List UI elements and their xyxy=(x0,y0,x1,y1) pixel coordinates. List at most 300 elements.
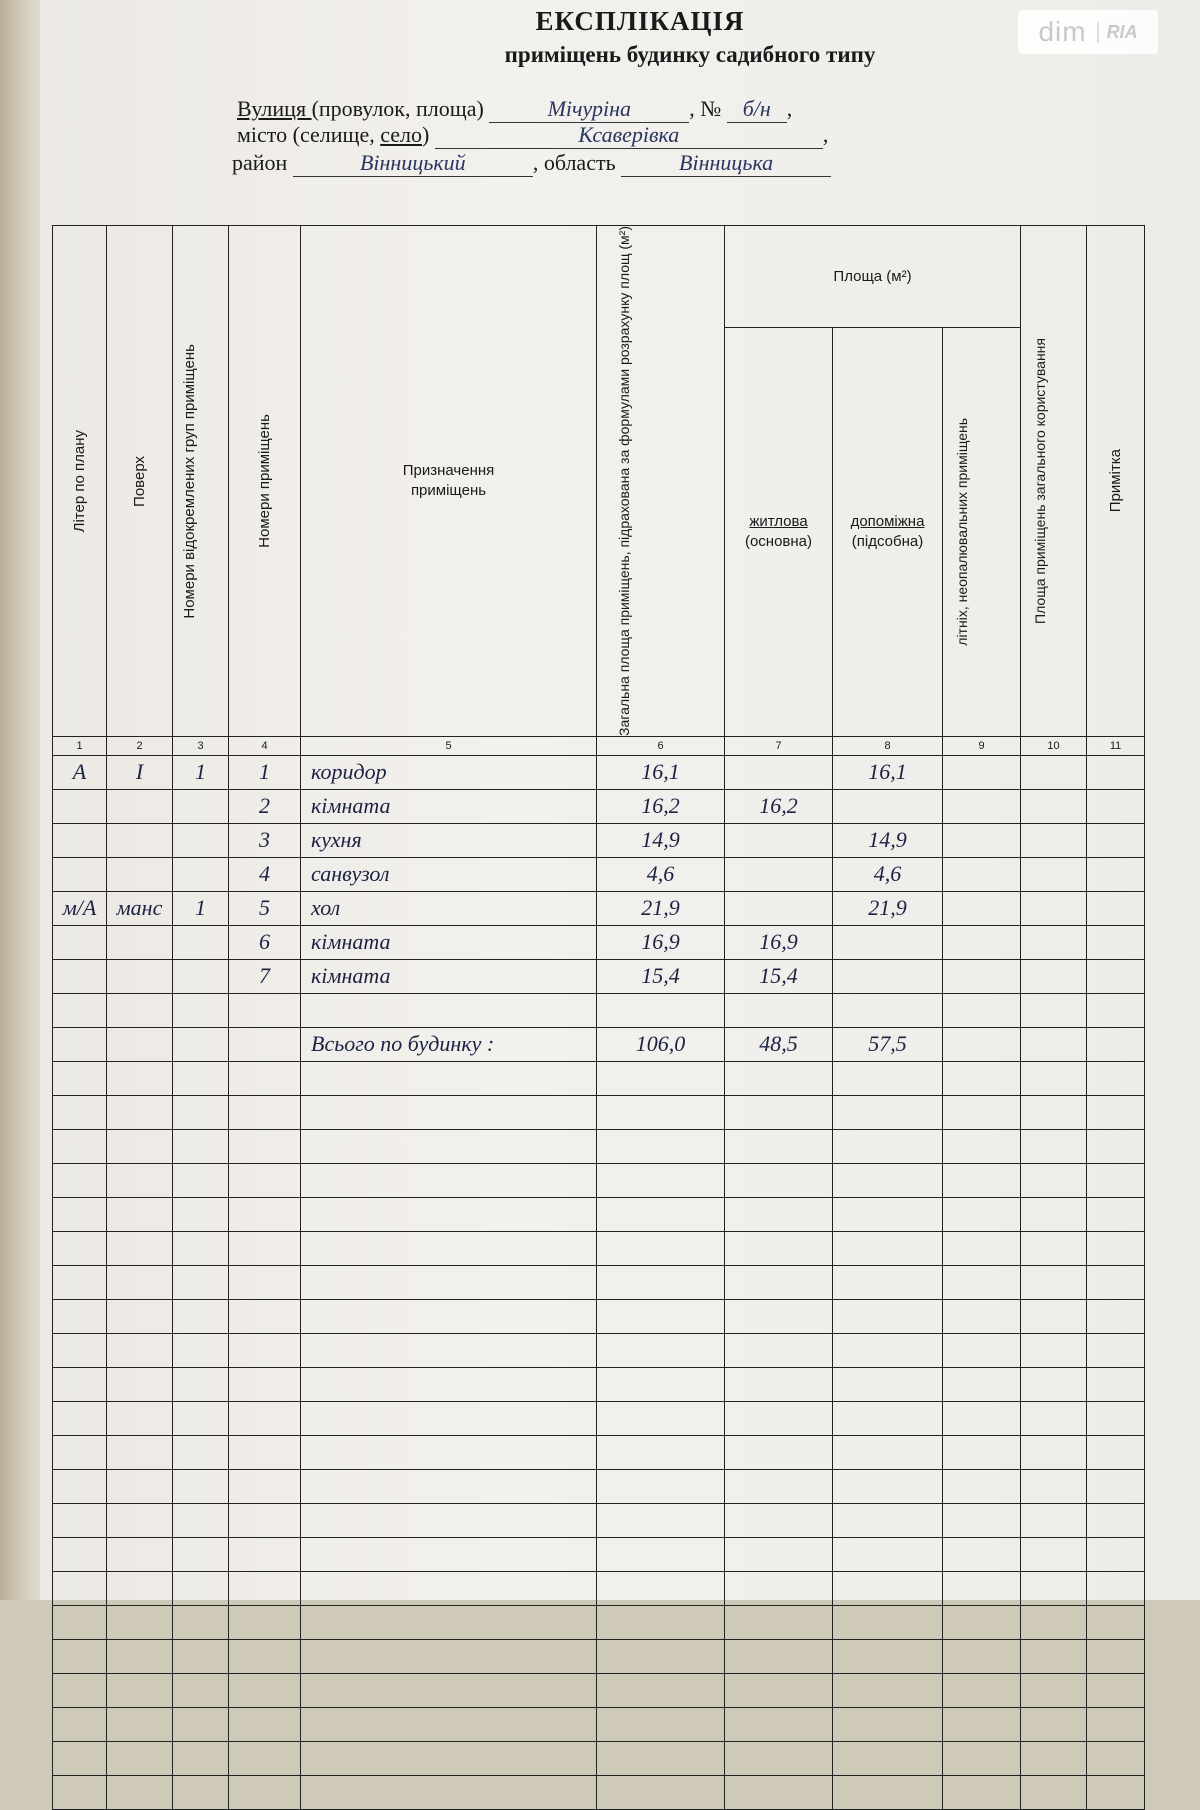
cell-empty xyxy=(301,1333,597,1367)
cell-empty xyxy=(107,1163,173,1197)
cell-empty xyxy=(1087,1333,1145,1367)
cell-empty xyxy=(943,891,1021,925)
cell-empty xyxy=(1021,857,1087,891)
cell-purpose: коридор xyxy=(301,755,597,789)
cell-empty xyxy=(833,1571,943,1605)
cell-empty xyxy=(833,1367,943,1401)
cell-empty xyxy=(173,1503,229,1537)
cell-empty xyxy=(53,1775,107,1809)
cell-empty xyxy=(173,1401,229,1435)
cell-empty xyxy=(725,1197,833,1231)
cell-empty xyxy=(943,789,1021,823)
cell-empty xyxy=(597,1333,725,1367)
empty-row xyxy=(53,1129,1145,1163)
cell-liter: м/А xyxy=(53,891,107,925)
cell-empty xyxy=(833,1197,943,1231)
cell-empty xyxy=(833,1095,943,1129)
empty-row xyxy=(53,1503,1145,1537)
cell-empty xyxy=(53,1061,107,1095)
cell-empty xyxy=(301,1605,597,1639)
header-aux-text: допоміжна xyxy=(850,513,925,531)
cell-empty xyxy=(943,1401,1021,1435)
cell-empty xyxy=(597,1265,725,1299)
cell-empty xyxy=(173,1435,229,1469)
cell-empty xyxy=(229,1061,301,1095)
empty-row xyxy=(53,1605,1145,1639)
cell-empty xyxy=(725,1571,833,1605)
header-total-area xyxy=(597,226,725,737)
cell-liter xyxy=(53,823,107,857)
cell-empty xyxy=(597,1401,725,1435)
cell-empty xyxy=(943,1673,1021,1707)
cell-empty xyxy=(301,1129,597,1163)
cell-empty xyxy=(229,1163,301,1197)
cell-empty xyxy=(53,1299,107,1333)
cell-total-area: 16,9 xyxy=(597,925,725,959)
cell-empty xyxy=(107,1061,173,1095)
cell-liter xyxy=(53,789,107,823)
empty-row xyxy=(53,1197,1145,1231)
cell-empty xyxy=(53,1197,107,1231)
total-label: Всього по будинку : xyxy=(301,1027,597,1061)
cell-empty xyxy=(229,1571,301,1605)
cell-empty xyxy=(725,1299,833,1333)
cell-empty xyxy=(53,1605,107,1639)
cell-room-number: 7 xyxy=(229,959,301,993)
cell-empty xyxy=(1021,1605,1087,1639)
header-purpose-text: Призначення приміщень xyxy=(402,462,495,499)
empty-rows-body xyxy=(53,1061,1145,1809)
total-aux-value: 57,5 xyxy=(833,1027,943,1061)
cell-empty xyxy=(173,1163,229,1197)
table-row xyxy=(53,755,1145,789)
cell-empty xyxy=(943,1571,1021,1605)
header-living xyxy=(725,327,833,736)
cell-empty xyxy=(107,1265,173,1299)
cell-empty xyxy=(53,1095,107,1129)
cell-empty xyxy=(1087,823,1145,857)
cell-empty xyxy=(173,1775,229,1809)
cell-liter: А xyxy=(53,755,107,789)
empty-row xyxy=(53,1367,1145,1401)
empty-row xyxy=(53,1775,1145,1809)
cell-empty xyxy=(1087,1435,1145,1469)
cell-empty xyxy=(943,1707,1021,1741)
cell-living-area: 16,9 xyxy=(725,925,833,959)
cell-empty xyxy=(597,1537,725,1571)
cell-empty xyxy=(229,1401,301,1435)
cell-empty xyxy=(1021,1095,1087,1129)
cell-empty xyxy=(1021,1129,1087,1163)
cell-empty xyxy=(943,1741,1021,1775)
cell-total-area: 16,2 xyxy=(597,789,725,823)
cell-aux-area: 16,1 xyxy=(833,755,943,789)
empty-row xyxy=(53,1265,1145,1299)
cell-empty xyxy=(1087,1163,1145,1197)
cell-empty xyxy=(107,1435,173,1469)
cell-empty xyxy=(173,1197,229,1231)
cell-group xyxy=(173,959,229,993)
cell-empty xyxy=(229,1299,301,1333)
watermark-brand-ria: RIA xyxy=(1097,22,1138,43)
cell-empty xyxy=(301,1707,597,1741)
cell-room-number: 6 xyxy=(229,925,301,959)
cell-empty xyxy=(833,1129,943,1163)
cell-floor xyxy=(107,789,173,823)
table-row xyxy=(53,925,1145,959)
cell-empty xyxy=(943,1299,1021,1333)
cell-empty xyxy=(725,1435,833,1469)
cell-empty xyxy=(1087,789,1145,823)
cell-empty xyxy=(53,1333,107,1367)
cell-purpose: хол xyxy=(301,891,597,925)
header-area-group-text: Площа (м²) xyxy=(833,267,912,285)
number-value: б/н xyxy=(727,96,787,123)
cell-empty xyxy=(107,1605,173,1639)
cell-empty xyxy=(1087,857,1145,891)
cell-living-area: 15,4 xyxy=(725,959,833,993)
district-line xyxy=(232,150,831,177)
cell-empty xyxy=(725,1673,833,1707)
header-purpose xyxy=(301,226,597,737)
cell-room-number: 2 xyxy=(229,789,301,823)
cell-empty xyxy=(833,1503,943,1537)
cell-empty xyxy=(943,1367,1021,1401)
cell-empty xyxy=(107,1537,173,1571)
table-row xyxy=(53,891,1145,925)
cell-aux-area xyxy=(833,789,943,823)
cell-empty xyxy=(1021,1435,1087,1469)
region-value: Вінницька xyxy=(621,150,831,177)
cell-empty xyxy=(1021,1061,1087,1095)
cell-empty xyxy=(833,1231,943,1265)
table-row xyxy=(53,959,1145,993)
header-total-area-text: Загальна площа приміщень, підрахована за формулами розрахунку площ (м²) xyxy=(615,226,632,736)
cell-empty xyxy=(597,1503,725,1537)
cell-empty xyxy=(107,1333,173,1367)
city-value: Ксаверівка xyxy=(435,122,823,149)
cell-empty xyxy=(1087,1605,1145,1639)
header-floor-text: Поверх xyxy=(130,455,148,507)
cell-living-area xyxy=(725,857,833,891)
cell-empty xyxy=(1021,823,1087,857)
col-number: 9 xyxy=(943,736,1021,755)
cell-empty xyxy=(943,1129,1021,1163)
cell-empty xyxy=(597,1129,725,1163)
table-row xyxy=(53,857,1145,891)
cell-empty xyxy=(597,1707,725,1741)
cell-empty xyxy=(301,1401,597,1435)
cell-empty xyxy=(943,857,1021,891)
header-aux-wrap xyxy=(833,512,942,551)
header-groups xyxy=(173,226,229,737)
cell-empty xyxy=(107,1741,173,1775)
cell-empty xyxy=(229,1435,301,1469)
cell-empty xyxy=(833,1605,943,1639)
cell-empty xyxy=(229,1333,301,1367)
cell-empty xyxy=(173,1095,229,1129)
cell-empty xyxy=(725,1231,833,1265)
cell-empty xyxy=(301,1435,597,1469)
cell-empty xyxy=(943,1197,1021,1231)
cell-empty xyxy=(1087,1231,1145,1265)
cell-empty xyxy=(229,1469,301,1503)
cell-empty xyxy=(1021,1299,1087,1333)
cell-empty xyxy=(1087,1367,1145,1401)
cell-empty xyxy=(943,1435,1021,1469)
cell-empty xyxy=(229,1367,301,1401)
cell-empty xyxy=(597,1741,725,1775)
document-subtitle: приміщень будинку садибного типу xyxy=(504,42,876,67)
cell-empty xyxy=(301,1503,597,1537)
cell-empty xyxy=(1021,1027,1087,1061)
district-value: Вінницький xyxy=(293,150,533,177)
col-number: 4 xyxy=(229,736,301,755)
cell-aux-area: 4,6 xyxy=(833,857,943,891)
cell-empty xyxy=(107,1503,173,1537)
header-row-1 xyxy=(53,226,1145,328)
cell-empty xyxy=(943,1231,1021,1265)
cell-empty xyxy=(301,1197,597,1231)
cell-empty xyxy=(1087,1299,1145,1333)
cell-empty xyxy=(1087,1027,1145,1061)
cell-empty xyxy=(229,1741,301,1775)
header-aux xyxy=(833,327,943,736)
cell-empty xyxy=(229,1197,301,1231)
cell-empty xyxy=(1087,1673,1145,1707)
cell-empty xyxy=(943,1027,1021,1061)
cell-empty xyxy=(597,1775,725,1809)
cell-empty xyxy=(943,755,1021,789)
cell-aux-area xyxy=(833,925,943,959)
cell-empty xyxy=(1021,1197,1087,1231)
cell-empty xyxy=(173,1333,229,1367)
cell-empty xyxy=(1087,1741,1145,1775)
cell-empty xyxy=(173,1367,229,1401)
empty-row xyxy=(53,1469,1145,1503)
cell-empty xyxy=(1021,1231,1087,1265)
cell-empty xyxy=(107,1027,173,1061)
cell-empty xyxy=(1087,1265,1145,1299)
cell-empty xyxy=(1021,1333,1087,1367)
cell-empty xyxy=(53,1571,107,1605)
cell-empty xyxy=(597,1435,725,1469)
cell-empty xyxy=(173,1707,229,1741)
cell-room-number: 1 xyxy=(229,755,301,789)
watermark-brand: dim xyxy=(1038,16,1087,47)
header-living-wrap xyxy=(725,512,832,551)
cell-empty xyxy=(301,1571,597,1605)
cell-living-area xyxy=(725,891,833,925)
cell-empty xyxy=(943,1503,1021,1537)
cell-empty xyxy=(943,959,1021,993)
street-label-underlined: Вулиця xyxy=(237,96,312,121)
cell-empty xyxy=(1021,1639,1087,1673)
cell-empty xyxy=(833,1775,943,1809)
cell-total-area: 21,9 xyxy=(597,891,725,925)
cell-purpose: кухня xyxy=(301,823,597,857)
cell-living-area xyxy=(725,823,833,857)
cell-empty xyxy=(173,1129,229,1163)
cell-group xyxy=(173,925,229,959)
header-note-text: Примітка xyxy=(1106,449,1124,513)
total-area-value: 106,0 xyxy=(597,1027,725,1061)
cell-empty xyxy=(833,1163,943,1197)
cell-empty xyxy=(53,1435,107,1469)
cell-empty xyxy=(597,1367,725,1401)
cell-liter xyxy=(53,959,107,993)
empty-row xyxy=(53,1673,1145,1707)
cell-room-number: 5 xyxy=(229,891,301,925)
empty-row xyxy=(53,1741,1145,1775)
cell-empty xyxy=(53,1673,107,1707)
cell-empty xyxy=(1021,755,1087,789)
cell-empty xyxy=(943,1265,1021,1299)
cell-empty xyxy=(1021,1163,1087,1197)
header-room-numbers xyxy=(229,226,301,737)
cell-empty xyxy=(53,1163,107,1197)
empty-row xyxy=(53,1639,1145,1673)
street-label: (провулок, площа) xyxy=(311,96,484,121)
cell-empty xyxy=(229,1503,301,1537)
cell-empty xyxy=(53,1265,107,1299)
cell-empty xyxy=(173,1299,229,1333)
cell-empty xyxy=(833,1741,943,1775)
cell-empty xyxy=(833,1401,943,1435)
cell-empty xyxy=(597,1163,725,1197)
header-common-area-text: Площа приміщень загального користування xyxy=(1031,338,1048,624)
cell-group: 1 xyxy=(173,891,229,925)
cell-empty xyxy=(1087,925,1145,959)
cell-empty xyxy=(173,1605,229,1639)
col-number: 10 xyxy=(1021,736,1087,755)
cell-empty xyxy=(301,1775,597,1809)
cell-empty xyxy=(1087,1061,1145,1095)
cell-empty xyxy=(173,1741,229,1775)
region-label: , область xyxy=(532,150,616,175)
cell-empty xyxy=(1021,1367,1087,1401)
empty-row xyxy=(53,1095,1145,1129)
cell-empty xyxy=(725,1741,833,1775)
cell-empty xyxy=(943,1605,1021,1639)
cell-empty xyxy=(943,1775,1021,1809)
cell-empty xyxy=(173,1673,229,1707)
cell-empty xyxy=(1087,1197,1145,1231)
total-row xyxy=(53,1027,1145,1061)
cell-empty xyxy=(1021,1673,1087,1707)
cell-purpose: санвузол xyxy=(301,857,597,891)
cell-empty xyxy=(107,1401,173,1435)
cell-empty xyxy=(53,1639,107,1673)
number-label: , № xyxy=(689,96,722,121)
header-summer xyxy=(943,327,1021,736)
cell-empty xyxy=(943,1639,1021,1673)
cell-empty xyxy=(1087,1095,1145,1129)
cell-empty xyxy=(725,1095,833,1129)
cell-empty xyxy=(943,1333,1021,1367)
cell-aux-area: 14,9 xyxy=(833,823,943,857)
cell-empty xyxy=(301,1163,597,1197)
cell-empty xyxy=(173,1265,229,1299)
cell-empty xyxy=(173,1639,229,1673)
cell-empty xyxy=(833,1333,943,1367)
cell-empty xyxy=(725,1367,833,1401)
cell-empty xyxy=(597,1571,725,1605)
cell-empty xyxy=(833,1673,943,1707)
cell-empty xyxy=(229,1027,301,1061)
cell-empty xyxy=(1087,891,1145,925)
cell-empty xyxy=(833,1639,943,1673)
empty-row xyxy=(53,1537,1145,1571)
cell-empty xyxy=(597,1061,725,1095)
cell-empty xyxy=(229,1265,301,1299)
cell-total-area: 14,9 xyxy=(597,823,725,857)
cell-room-number: 3 xyxy=(229,823,301,857)
cell-empty xyxy=(725,1469,833,1503)
col-number: 3 xyxy=(173,736,229,755)
cell-empty xyxy=(229,1537,301,1571)
city-line: місто (селище, село) Ксаверівка , xyxy=(237,122,829,147)
cell-empty xyxy=(301,1673,597,1707)
cell-empty xyxy=(1021,1401,1087,1435)
cell-empty xyxy=(173,1537,229,1571)
cell-empty xyxy=(943,1163,1021,1197)
cell-total-area: 15,4 xyxy=(597,959,725,993)
empty-row xyxy=(53,1163,1145,1197)
cell-total-area: 16,1 xyxy=(597,755,725,789)
cell-empty xyxy=(833,1265,943,1299)
cell-empty xyxy=(943,925,1021,959)
street-value: Мічуріна xyxy=(489,96,689,123)
cell-empty xyxy=(301,1299,597,1333)
cell-floor xyxy=(107,959,173,993)
cell-empty xyxy=(173,1231,229,1265)
cell-empty xyxy=(1087,1707,1145,1741)
cell-group xyxy=(173,823,229,857)
cell-empty xyxy=(173,1061,229,1095)
cell-empty xyxy=(229,1605,301,1639)
cell-empty xyxy=(53,1367,107,1401)
cell-purpose: кімната xyxy=(301,789,597,823)
city-label-underlined: село xyxy=(380,122,422,147)
cell-empty xyxy=(833,1469,943,1503)
cell-empty xyxy=(1021,1469,1087,1503)
cell-empty xyxy=(1087,1401,1145,1435)
cell-empty xyxy=(1021,891,1087,925)
header-liter xyxy=(53,226,107,737)
street-line: Вулиця (провулок, площа) Мічуріна , № б/н , xyxy=(237,96,793,121)
col-number: 1 xyxy=(53,736,107,755)
cell-empty xyxy=(1087,755,1145,789)
cell-empty xyxy=(725,1707,833,1741)
empty-row xyxy=(53,1231,1145,1265)
cell-empty xyxy=(725,1333,833,1367)
header-groups-text: Номери відокремлених груп приміщень xyxy=(180,343,198,619)
cell-empty xyxy=(1087,959,1145,993)
cell-empty xyxy=(597,1299,725,1333)
cell-room-number: 4 xyxy=(229,857,301,891)
cell-empty xyxy=(943,1061,1021,1095)
col-number: 6 xyxy=(597,736,725,755)
column-numbers-row xyxy=(53,736,1145,755)
cell-empty xyxy=(301,1231,597,1265)
cell-empty xyxy=(725,1639,833,1673)
cell-empty xyxy=(301,1061,597,1095)
cell-empty xyxy=(833,1435,943,1469)
cell-empty xyxy=(833,1537,943,1571)
header-common-area xyxy=(1021,226,1087,737)
cell-empty xyxy=(107,1775,173,1809)
